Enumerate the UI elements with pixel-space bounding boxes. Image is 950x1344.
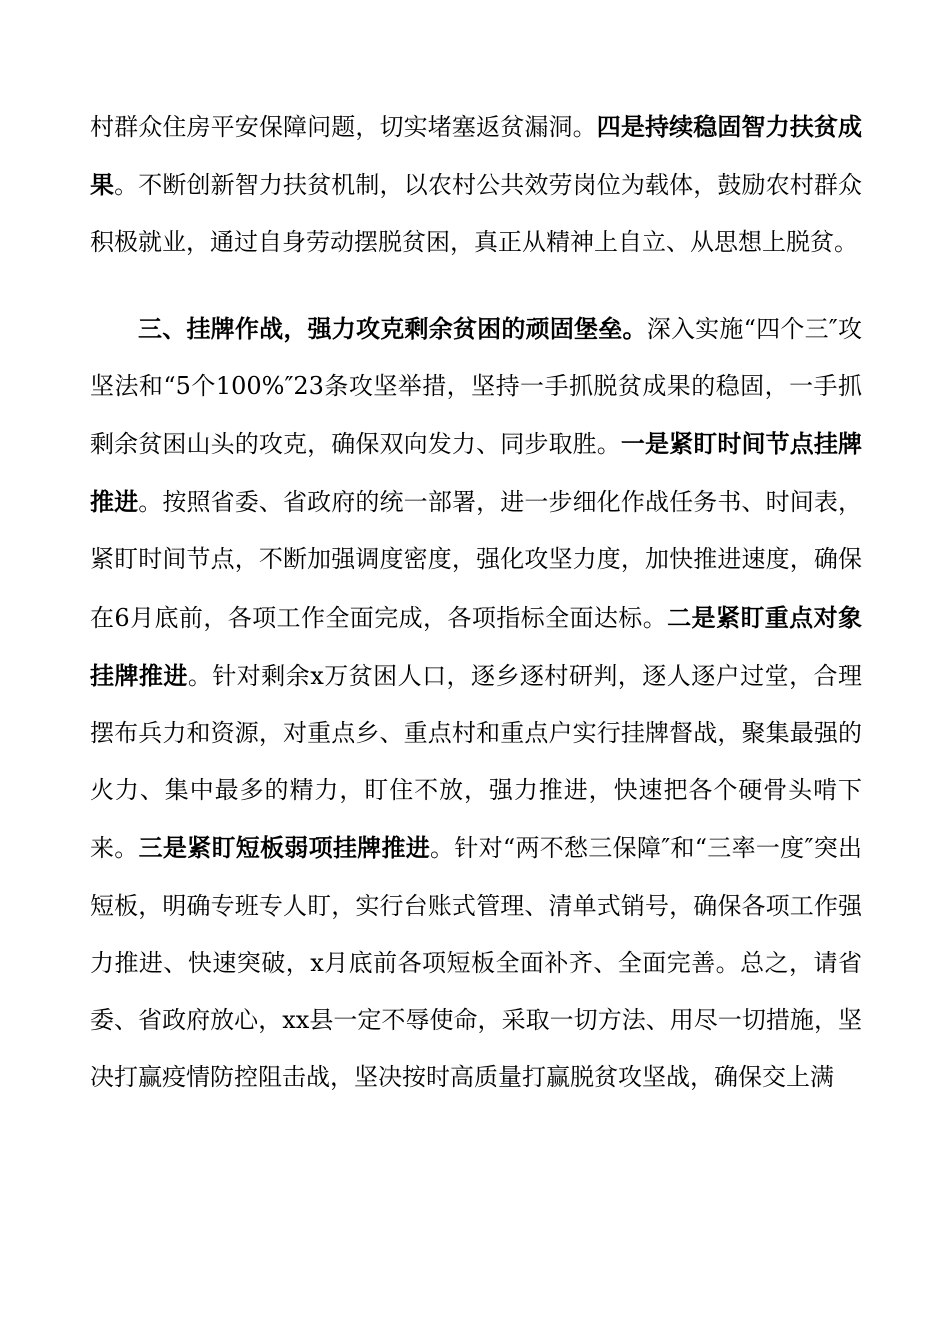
bold-heading-span: 三是紧盯短板弱项挂牌推进 [138, 833, 431, 863]
text-span: 。针对“两不愁三保障″和“三率一度″突出短板，明确专班专人盯，实行台账式管理、清单式销号，确保各项工作强力推进、快速突破，x月底前各项短板全面补齐、全面完善。总之，请省委、省政府放心，xx县一定不辱使命，采取一切方法、用尽一切措施，坚决打赢疫情防控阻击战，坚决按时高质量打赢脱贫攻坚战，确保交上满 [90, 834, 863, 1092]
text-span: 村群众住房平安保障问题，切实堵塞返贫漏洞。 [90, 113, 597, 141]
text-span: 。不断创新智力扶贫机制，以农村公共效劳岗位为载体，鼓励农村群众积极就业，通过自身劳动摆脱贫困，真正从精神上自立、从思想上脱贫。 [90, 171, 863, 257]
document-body [90, 98, 862, 1106]
bold-heading-span: 一是紧盯时间节点挂牌推进 [90, 429, 863, 517]
text-span: 。按照省委、省政府的统一部署，进一步细化作战任务书、时间表，紧盯时间节点，不断加强调度密度，强化攻坚力度，加快推进速度，确保在6月底前，各项工作全面完成，各项指标全面达标。 [90, 488, 863, 632]
text-span: 深入实施“四个三″攻坚法和“5个100%″23条攻坚举措，坚持一手抓脱贫成果的稳固，一手抓剩余贫困山头的攻克，确保双向发力、同步取胜。 [90, 314, 862, 459]
paragraph-continuation [90, 98, 862, 272]
paragraph-section-three [90, 300, 862, 1107]
paragraph-gap [90, 272, 862, 300]
section-heading: 三、挂牌作战，强力攻克剩余贫困的顽固堡垒。 [138, 313, 647, 343]
text-span: 。针对剩余x万贫困人口，逐乡逐村研判，逐人逐户过堂，合理摆布兵力和资源，对重点乡、重点村和重点户实行挂牌督战，聚集最强的火力、集中最多的精力，盯住不放，强力推进，快速把各个硬骨头啃下来。 [90, 661, 862, 863]
bold-heading-span: 二是紧盯重点对象挂牌推进 [90, 602, 862, 690]
bold-heading-span: 四是持续稳固智力扶贫成果 [90, 112, 863, 200]
